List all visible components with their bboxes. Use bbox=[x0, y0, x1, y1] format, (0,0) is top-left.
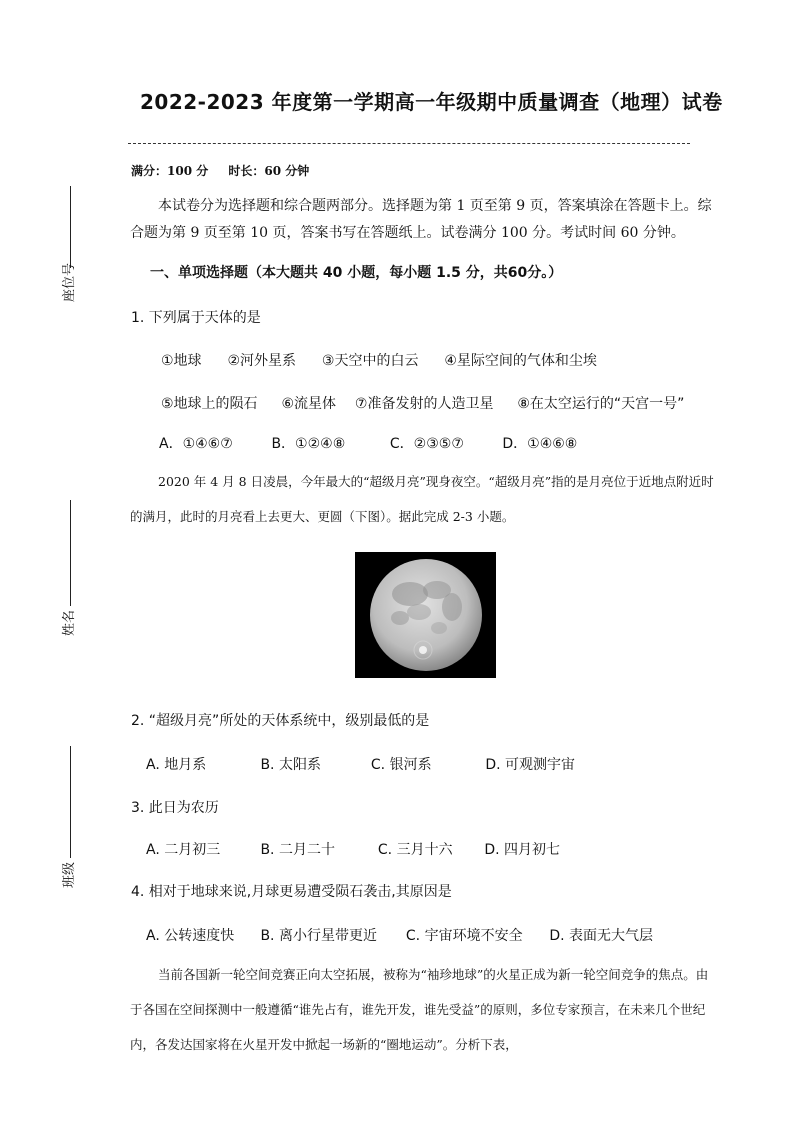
option-b[interactable]: B. 二月二十 bbox=[260, 842, 335, 858]
exam-meta bbox=[131, 162, 309, 179]
option-d[interactable]: D. 可观测宇宙 bbox=[485, 757, 576, 773]
option-d[interactable]: D. 表面无大气层 bbox=[549, 928, 654, 944]
class-label: 班级 bbox=[62, 861, 77, 888]
item-7: ⑦准备发射的人造卫星 bbox=[354, 396, 494, 412]
item-2: ②河外星系 bbox=[227, 353, 297, 369]
item-8: ⑧在太空运行的“天宫一号” bbox=[517, 396, 685, 412]
option-c[interactable]: C. 三月十六 bbox=[377, 842, 453, 858]
title-divider bbox=[128, 143, 690, 144]
item-5: ⑤地球上的陨石 bbox=[161, 396, 258, 412]
option-d[interactable]: D. 四月初七 bbox=[484, 842, 561, 858]
name-label: 姓名 bbox=[62, 609, 77, 636]
passage-mars-competition: 当前各国新一轮空间竞赛正向太空拓展，被称为“袖珍地球”的火星正成为新一轮空间竞争的焦点。由于各国在空间探测中一般遵循“谁先占有，谁先开发，谁先受益”的原则，多位专家预言，在未来几个世纪内，各发达国家将在火星开发中掀起一场新的“圈地运动”。分析下表， bbox=[130, 967, 709, 1052]
question-4-options bbox=[146, 925, 653, 945]
moon-icon bbox=[355, 552, 496, 678]
exam-title: 2022-2023 年度第一学期高一年级期中质量调查（地理）试卷 bbox=[140, 90, 723, 114]
full-moon-photo bbox=[355, 552, 496, 678]
question-3-stem: 3. 此日为农历 bbox=[131, 800, 219, 816]
option-a[interactable]: A. 地月系 bbox=[146, 757, 207, 773]
option-c[interactable]: C. 宇宙环境不安全 bbox=[405, 928, 523, 944]
passage-super-moon: 2020 年 4 月 8 日凌晨，今年最大的“超级月亮”现身夜空。“超级月亮”指的是月亮位于近地点附近时的满月，此时的月亮看上去更大、更圆（下图）。据此完成 2-3 小题。 bbox=[130, 474, 714, 524]
option-a[interactable]: A. 公转速度快 bbox=[146, 928, 235, 944]
option-a[interactable]: A．①④⑥⑦ bbox=[159, 436, 233, 452]
question-1-items-row-1 bbox=[161, 350, 597, 370]
option-b[interactable]: B．①②④⑧ bbox=[271, 436, 346, 452]
item-6: ⑥流星体 bbox=[281, 396, 337, 412]
seat-number-line bbox=[70, 186, 71, 268]
option-d[interactable]: D．①④⑥⑧ bbox=[502, 436, 578, 452]
question-2-options bbox=[146, 754, 575, 774]
item-4: ④星际空间的气体和尘埃 bbox=[444, 353, 597, 369]
seat-number-label: 座位号 bbox=[62, 262, 77, 302]
item-3: ③天空中的白云 bbox=[321, 353, 419, 369]
question-2-stem: 2. “超级月亮”所处的天体系统中，级别最低的是 bbox=[131, 713, 430, 729]
section-heading: 一、单项选择题（本大题共 40 小题，每小题 1.5 分，共60分。） bbox=[150, 265, 563, 281]
duration: 时长：60 分钟 bbox=[228, 164, 310, 178]
option-a[interactable]: A. 二月初三 bbox=[146, 842, 221, 858]
question-4-stem: 4. 相对于地球来说,月球更易遭受陨石袭击,其原因是 bbox=[131, 884, 452, 900]
option-b[interactable]: B. 离小行星带更近 bbox=[260, 928, 377, 944]
exam-instructions: 本试卷分为选择题和综合题两部分。选择题为第 1 页至第 9 页，答案填涂在答题卡上。综合题为第 9 页至第 10 页，答案书写在答题纸上。试卷满分 100 分。考试时间 60 分钟。 bbox=[130, 198, 712, 241]
option-c[interactable]: C．②③⑤⑦ bbox=[389, 436, 464, 452]
option-c[interactable]: C. 银河系 bbox=[370, 757, 432, 773]
question-3-options bbox=[146, 839, 560, 859]
full-score: 满分：100 分 bbox=[131, 164, 209, 178]
question-1-options bbox=[159, 433, 577, 453]
question-1-items-row-2 bbox=[161, 393, 684, 413]
name-line bbox=[70, 500, 71, 606]
option-b[interactable]: B. 太阳系 bbox=[260, 757, 321, 773]
class-line bbox=[70, 746, 71, 858]
question-1-stem: 1. 下列属于天体的是 bbox=[131, 310, 261, 326]
item-1: ①地球 bbox=[161, 353, 202, 369]
